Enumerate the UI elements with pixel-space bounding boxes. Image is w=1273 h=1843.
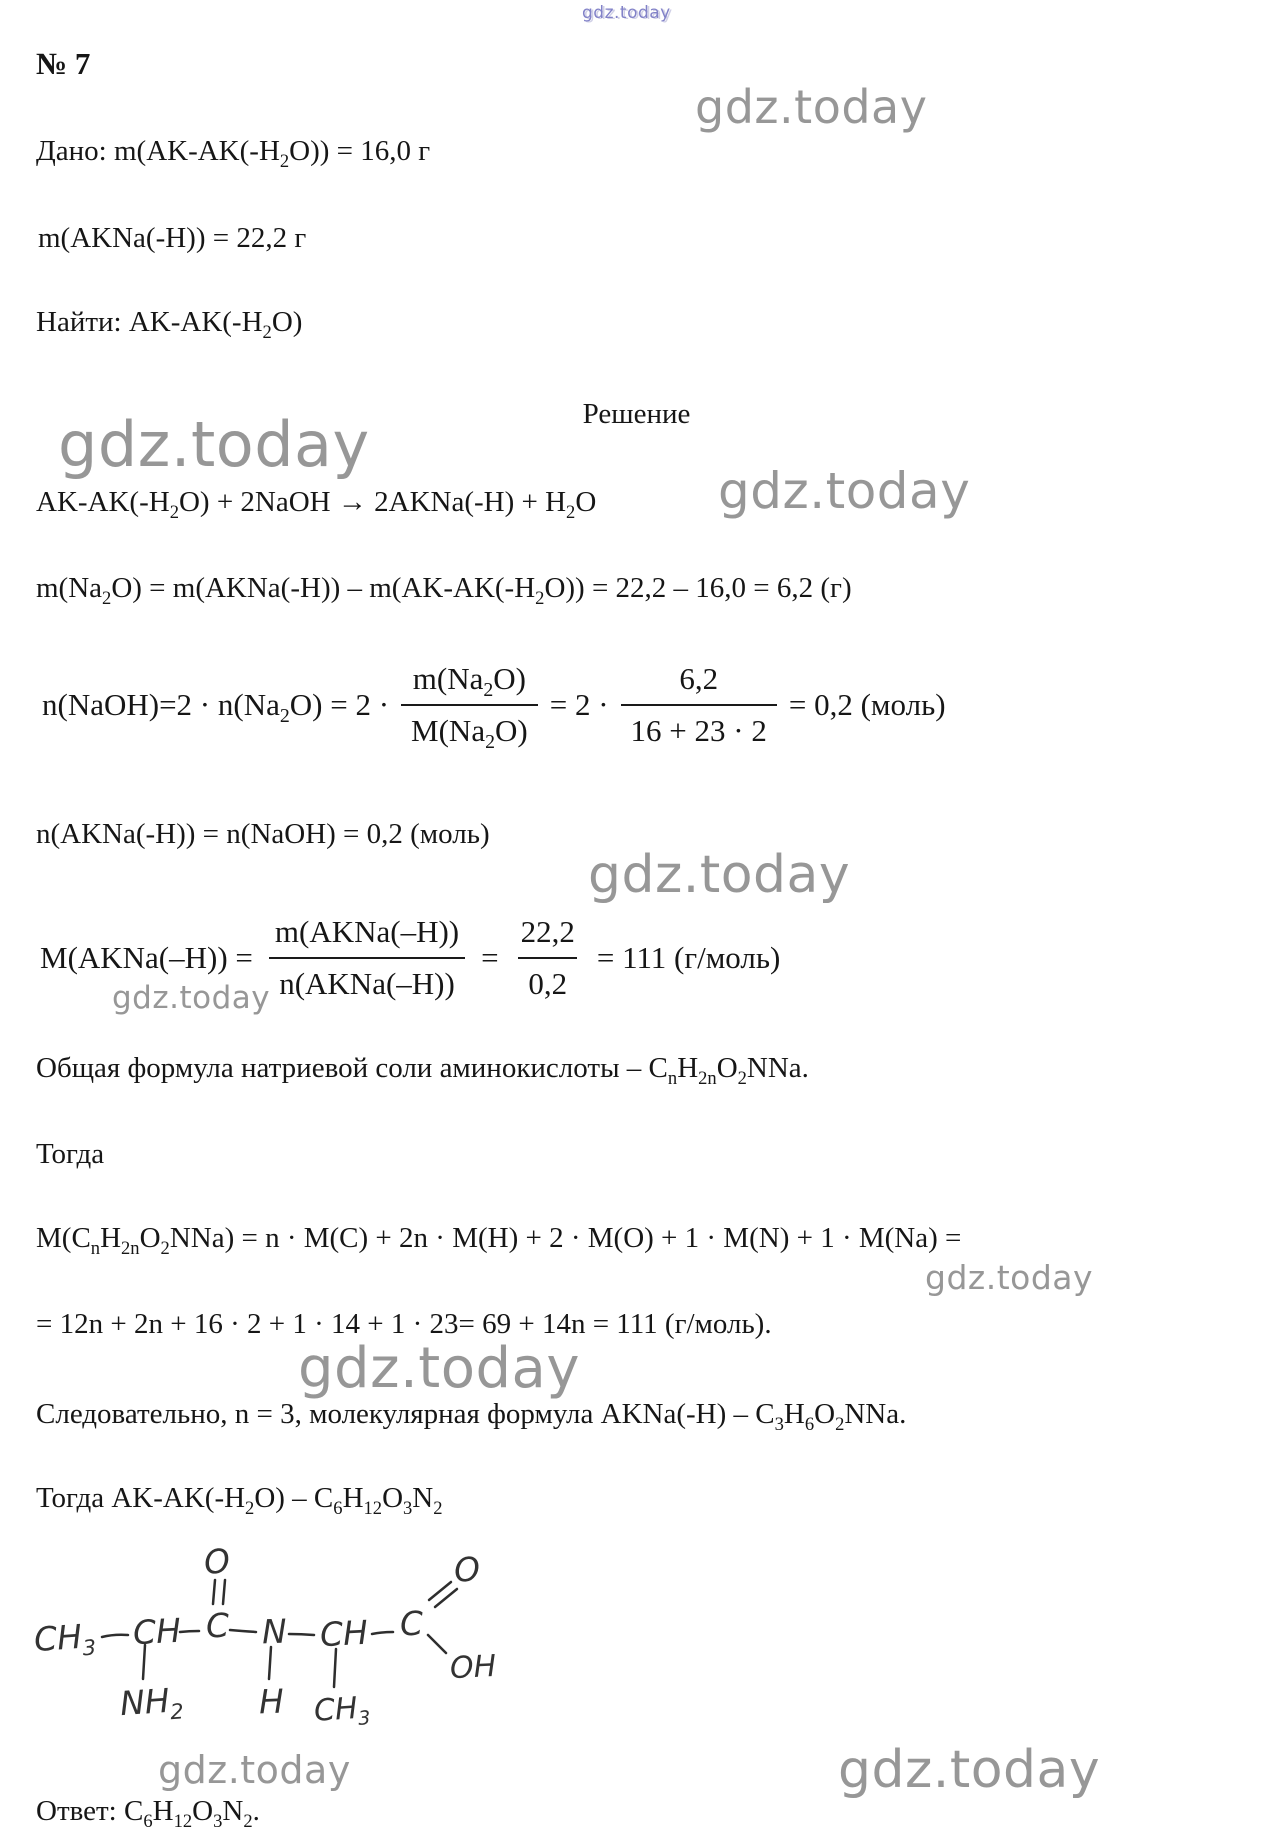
molar-mass-equation [40, 900, 780, 1015]
answer-line: Ответ: $C_6H_{12}O_3N_2$. [36, 1795, 260, 1832]
molar-mass-expansion-line-1: $M(C_nH_{2n}O_2NNa) = n \cdot M(C) + 2n \cdot M(H) + 2 \cdot M(O) + 1 \cdot M(N) + 1 \cdot M(Na)$ = [36, 1222, 962, 1259]
molecular-formula-line: Тогда $AK-AK(-H_2O) - C_6H_{12}O_3N_2$ [36, 1482, 443, 1519]
moles-equality-line: n(AKNa(-H)) = n(NaOH) = 0,2 (моль) [36, 818, 490, 850]
equation-rhs: = 111 (г/моль) [596, 939, 781, 975]
watermark: gdz.today [588, 845, 851, 905]
fraction-numerator: $m(Na_2O)$ [412, 661, 526, 702]
atom-nh2: $NH_2$ [118, 1680, 185, 1725]
watermark: gdz.today [112, 980, 271, 1016]
watermark: gdz.today [718, 462, 971, 520]
given-line-1: Дано: $m(AK-AK(-H_2O)) = 16,0$ г [36, 135, 431, 172]
watermark: gdz.today [695, 80, 928, 134]
fraction [511, 914, 585, 1002]
fraction-denominator: 0,2 [518, 957, 577, 1002]
structure-bonds [30, 1542, 590, 1777]
atom-c-1: C [205, 1605, 230, 1646]
watermark: gdz.today [58, 408, 370, 481]
given-line-2: m(AKNa(-H)) = 22,2 г [38, 222, 307, 254]
atom-c-2: C [399, 1603, 424, 1644]
equation-lhs: M(AKNa(–H)) = [40, 939, 253, 975]
chemical-structure-drawing [30, 1542, 590, 1777]
fraction-denominator: n(AKNa(–H)) [269, 957, 465, 1002]
equation-rhs: = 0,2 (моль) [788, 687, 946, 722]
then-label: Тогда [36, 1138, 105, 1170]
watermark: gdz.today [158, 1748, 351, 1792]
atom-h: H [258, 1681, 285, 1722]
atom-o-double-1: O [202, 1540, 232, 1583]
fraction [401, 661, 538, 754]
find-line: Найти: $AK-AK(-H_2O)$ [36, 306, 303, 343]
equation-lhs: n(NaOH)=2 · $n(Na_2O) = 2$ · [42, 687, 390, 728]
atom-ch3-bottom: $CH_3$ [312, 1690, 372, 1730]
fraction-numerator: m(AKNa(–H)) [274, 913, 460, 949]
atom-n: N [261, 1611, 288, 1652]
equation-middle: = 2 · [549, 687, 609, 722]
conclusion-line: Следовательно, n = 3, молекулярная формула AKNa(-H) – $C_3H_6O_2NNa$. [36, 1398, 907, 1435]
atom-ch-2: CH [319, 1612, 369, 1655]
problem-number: № 7 [36, 46, 91, 81]
watermark: gdz.today [582, 3, 671, 23]
naoh-moles-equation [42, 645, 946, 765]
watermark: gdz.today [838, 1740, 1101, 1800]
solution-heading: Решение [582, 398, 691, 430]
fraction-numerator: 22,2 [520, 913, 575, 949]
watermark: gdz.today [298, 1336, 581, 1401]
equation-middle: = [481, 939, 499, 975]
fraction [621, 661, 777, 749]
watermark: gdz.today [925, 1258, 1094, 1297]
fraction-denominator: 16 + 23 · 2 [621, 704, 777, 749]
mass-difference-equation: $m(Na_2O)$ = m(AKNa(-H)) – $m(AK-AK(-H_2O)) = 22,2 - 16,0 = 6,2$ (г) [36, 572, 852, 609]
fraction [265, 914, 469, 1002]
atom-oh: OH [449, 1648, 498, 1687]
general-formula-line: Общая формула натриевой соли аминокислоты – $C_nH_{2n}O_2NNa$. [36, 1052, 809, 1089]
molar-mass-expansion-line-2: = 12n + 2n + 16 · 2 + 1 · 14 + 1 · 23= 69 + 14n = 111 (г/моль). [36, 1308, 772, 1340]
fraction-denominator: $M(Na_2O)$ [401, 704, 538, 749]
fraction-numerator: 6,2 [679, 661, 719, 696]
atom-o-double-2: O [452, 1549, 482, 1590]
atom-ch-1: CH [132, 1610, 182, 1653]
reaction-equation: $AK-AK(-H_2O)$ + 2NaOH → 2AKNa(-H) + $H_2O$ [36, 486, 597, 523]
atom-ch3-left: $CH_3$ [32, 1616, 97, 1661]
